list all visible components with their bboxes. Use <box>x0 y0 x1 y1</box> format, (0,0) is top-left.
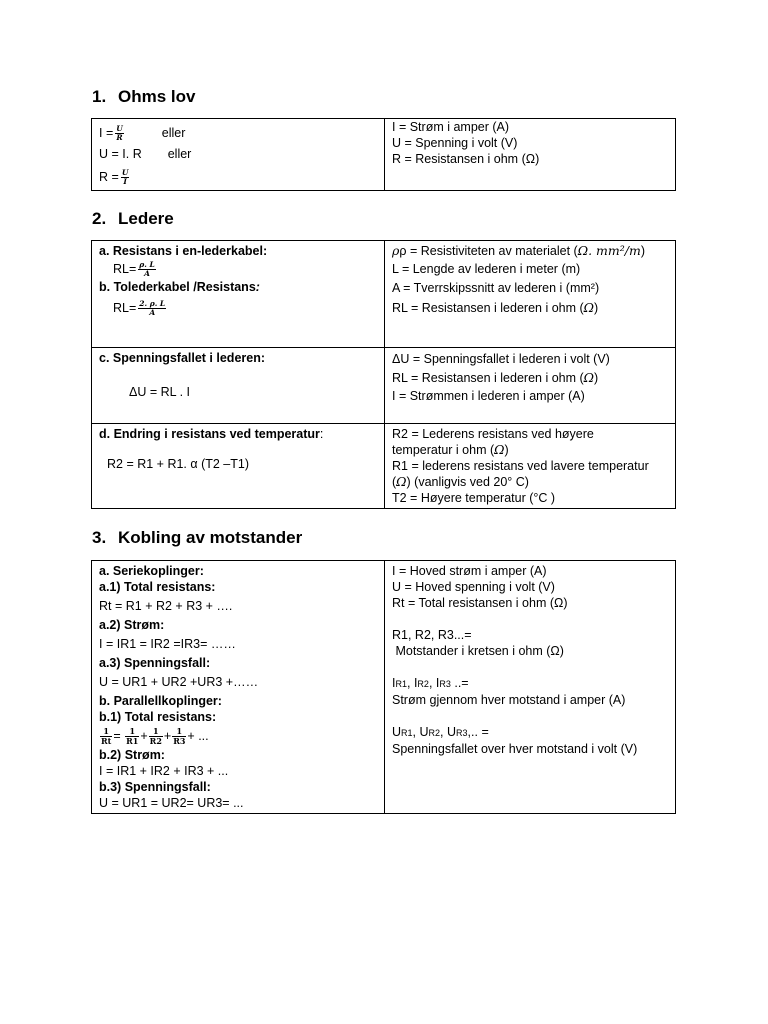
ledere-temperature-definitions <box>385 424 676 509</box>
definition-voltage-symbols: UR1, UR2, UR3,.. = <box>392 725 489 739</box>
subheading-voltage-drop: c. Spenningsfallet i lederen: <box>99 351 266 365</box>
definition-line: R = Resistansen i ohm (Ω) <box>392 152 540 166</box>
kobling-formulas <box>92 561 385 814</box>
definition-line: U = Hoved spenning i volt (V) <box>392 580 555 594</box>
subheading-temperature: d. Endring i resistans ved temperatur: <box>99 427 324 441</box>
definition-line: Motstander i kretsen i ohm (Ω) <box>392 644 564 658</box>
definition-line: R2 = Lederens resistans ved høyere <box>392 427 594 441</box>
definition-line: T2 = Høyere temperatur (°C ) <box>392 491 556 505</box>
fraction-1-over-r2: $\frac{1}{R2}$ <box>149 726 162 747</box>
section-title: Kobling av motstander <box>118 528 303 547</box>
definition-line: I = Strømmen i lederen i amper (A) <box>392 389 585 403</box>
definition-line: Spenningsfallet over hver motstand i volt (V) <box>392 742 638 756</box>
subheading-parallel: b. Parallellkoplinger: <box>99 694 222 708</box>
subheading-parallel-current: b.2) Strøm: <box>99 748 165 762</box>
fraction-u-over-r: $\frac{U}{R}$ <box>116 124 123 143</box>
subheading-two-conductor: b. Tolederkabel /Resistans: <box>99 280 260 294</box>
formula-voltage: U = I. R eller <box>99 147 192 161</box>
formula-series-current: I = IR1 = IR2 =IR3= …… <box>99 637 236 651</box>
subheading-series: a. Seriekoplinger: <box>99 564 204 578</box>
definition-line: temperatur i ohm (Ω) <box>392 442 509 457</box>
kobling-definitions <box>385 561 676 814</box>
formula-parallel-voltage: U = UR1 = UR2= UR3= ... <box>99 796 244 810</box>
section-heading-kobling <box>92 528 302 548</box>
ledere-resistance-definitions <box>385 241 676 348</box>
definition-line: U = Spenning i volt (V) <box>392 136 518 150</box>
ledere-table <box>91 240 676 509</box>
ledere-voltage-drop-definitions <box>385 348 676 424</box>
formula-resistance: R = $\frac{U}{I}$ <box>99 168 129 187</box>
formula-temperature: R2 = R1 + R1. α (T2 –T1) <box>107 457 249 471</box>
fraction-u-over-i: $\frac{U}{I}$ <box>121 168 129 187</box>
section-number: 1. <box>92 87 107 106</box>
fraction-rho-l-over-a: $\frac{\rho. L}{A}$ <box>139 260 155 279</box>
kobling-table <box>91 560 676 814</box>
formula-rl-double: RL= $\frac{2. \rho. L}{A}$ <box>113 299 166 318</box>
definition-line: RL = Resistansen i lederen i ohm (Ω) <box>392 370 599 385</box>
ohms-lov-definitions <box>385 119 676 191</box>
subheading-parallel-total-resistance: b.1) Total resistans: <box>99 710 217 724</box>
definition-line: R1, R2, R3...= <box>392 628 472 642</box>
section-number: 3. <box>92 528 107 547</box>
subheading-series-voltage: a.3) Spenningsfall: <box>99 656 211 670</box>
formula-parallel-current: I = IR1 + IR2 + IR3 + ... <box>99 764 229 778</box>
subheading-series-total-resistance: a.1) Total resistans: <box>99 580 216 594</box>
ledere-temperature-formula <box>92 424 385 509</box>
subheading-single-conductor: a. Resistans i en-lederkabel: <box>99 244 268 258</box>
definition-line: I = Strøm i amper (A) <box>392 120 510 134</box>
formula-parallel-resistance: $\frac{1}{Rt}$ = $\frac{1}{R1}$ + $\frac{1}{R2}$ + $\frac{1}{R3}$ + ... <box>101 726 209 747</box>
formula-rl-single: RL= $\frac{\rho. L}{A}$ <box>113 260 155 279</box>
formula-current: I = $\frac{U}{R}$ eller <box>99 124 186 143</box>
fraction-1-over-r1: $\frac{1}{R1}$ <box>126 726 139 747</box>
fraction-1-over-rt: $\frac{1}{Rt}$ <box>101 726 112 747</box>
formula-voltage-drop: ΔU = RL . I <box>129 385 191 399</box>
section-title: Ledere <box>118 209 174 228</box>
definition-line: Strøm gjennom hver motstand i amper (A) <box>392 693 626 707</box>
definition-line: L = Lengde av lederen i meter (m) <box>392 262 581 276</box>
definition-line: ΔU = Spenningsfallet i lederen i volt (V) <box>392 352 610 366</box>
section-heading-ledere <box>92 209 174 229</box>
definition-rho: ρρ = Resistiviteten av materialet (Ω. mm²/m) <box>392 243 645 258</box>
definition-line: Rt = Total resistansen i ohm (Ω) <box>392 596 568 610</box>
fraction-2-rho-l-over-a: $\frac{2. \rho. L}{A}$ <box>139 299 166 318</box>
definition-rl: RL = Resistansen i lederen i ohm (Ω) <box>392 300 599 315</box>
ohms-lov-table <box>91 118 676 191</box>
section-title: Ohms lov <box>118 87 196 106</box>
subheading-series-current: a.2) Strøm: <box>99 618 165 632</box>
definition-line: (Ω) (vanligvis ved 20° C) <box>392 474 529 489</box>
ohms-lov-formulas <box>92 119 385 191</box>
subheading-parallel-voltage: b.3) Spenningsfall: <box>99 780 211 794</box>
fraction-1-over-r3: $\frac{1}{R3}$ <box>173 726 186 747</box>
definition-line: R1 = lederens resistans ved lavere temperatur <box>392 459 649 473</box>
formula-series-resistance: Rt = R1 + R2 + R3 + …. <box>99 599 233 613</box>
definition-line: I = Hoved strøm i amper (A) <box>392 564 547 578</box>
ledere-voltage-drop-formula <box>92 348 385 424</box>
formula-series-voltage: U = UR1 + UR2 +UR3 +…… <box>99 675 259 689</box>
section-heading-ohms-lov <box>92 87 195 107</box>
definition-current-symbols: IR1, IR2, IR3 ..= <box>392 676 469 690</box>
definition-line: A = Tverrskipssnitt av lederen i (mm²) <box>392 281 600 295</box>
ledere-resistance-formulas <box>92 241 385 348</box>
section-number: 2. <box>92 209 107 228</box>
